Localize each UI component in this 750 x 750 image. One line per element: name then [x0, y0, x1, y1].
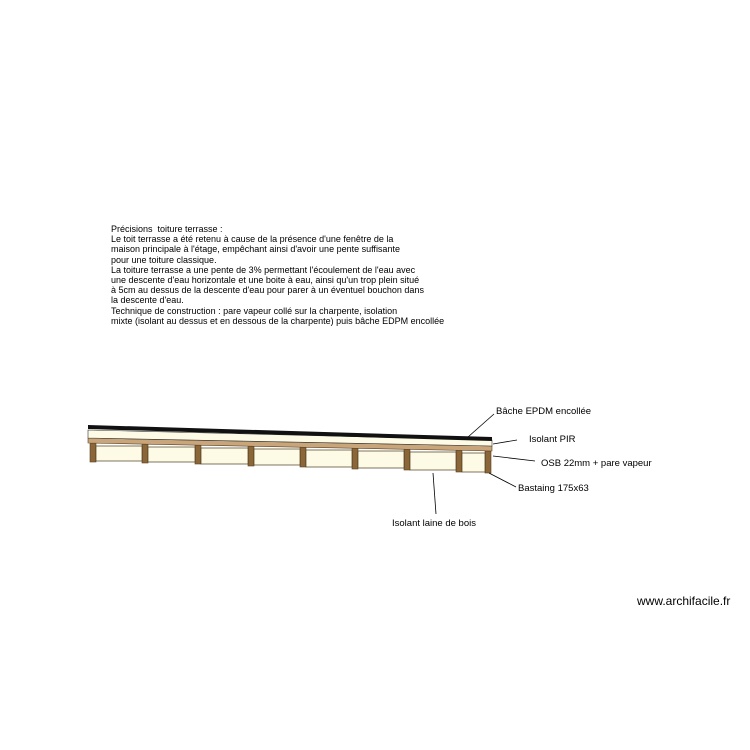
notes-line: mixte (isolant au dessus et en dessous de la charpente) puis bâche EDPM encollée: [111, 315, 445, 326]
leader-line-bastaing: [489, 473, 516, 487]
notes-line: Le toit terrasse a été retenu à cause de la présence d'une fenêtre de la: [111, 234, 394, 245]
leader-line-epdm: [468, 414, 494, 437]
notes-line: pour une toiture classique.: [111, 254, 217, 265]
notes-line: maison principale à l'étage, empêchant ainsi d'avoir une pente suffisante: [111, 244, 400, 255]
bastaing: [300, 447, 306, 467]
notes-line: à 5cm au dessus de la descente d'eau pour parer à un éventuel bouchon dans: [111, 285, 424, 296]
bastaing: [248, 446, 254, 466]
notes-line: la descente d'eau.: [111, 295, 184, 306]
notes-line: Technique de construction : pare vapeur collé sur la charpente, isolation: [111, 305, 398, 316]
wood-wool-panel: [358, 451, 404, 468]
wood-wool-panel: [148, 447, 195, 462]
watermark: www.archifacile.fr: [637, 594, 731, 608]
bastaing: [90, 443, 96, 462]
label-pir: Isolant PIR: [529, 434, 576, 445]
leader-line-osb: [493, 456, 535, 461]
wood-wool-panel: [306, 450, 352, 467]
label-wool: Isolant laine de bois: [392, 518, 476, 529]
label-bastaing: Bastaing 175x63: [518, 483, 589, 494]
label-epdm: Bâche EPDM encollée: [496, 406, 592, 417]
bastaing: [456, 450, 462, 472]
leader-line-wool: [433, 473, 436, 514]
leader-line-pir: [493, 440, 517, 444]
wood-wool-panel: [462, 453, 485, 472]
wood-wool-panel: [410, 452, 456, 470]
notes-line: une descente d'eau horizontale et une boite à eau, ainsi qu'un trop plein situé: [111, 275, 420, 286]
bastaing: [352, 448, 358, 469]
notes-line: La toiture terrasse a une pente de 3% permettant l'écoulement de l'eau avec: [111, 264, 416, 275]
bastaing: [142, 444, 148, 463]
label-osb: OSB 22mm + pare vapeur: [541, 458, 652, 469]
bastaing: [485, 451, 491, 473]
wood-wool-panel: [201, 448, 248, 464]
wood-wool-panel: [96, 446, 142, 461]
notes-line: Précisions toiture terrasse :: [111, 224, 223, 234]
wood-wool-panel: [254, 449, 300, 465]
bastaing: [195, 445, 201, 464]
bastaing: [404, 449, 410, 470]
